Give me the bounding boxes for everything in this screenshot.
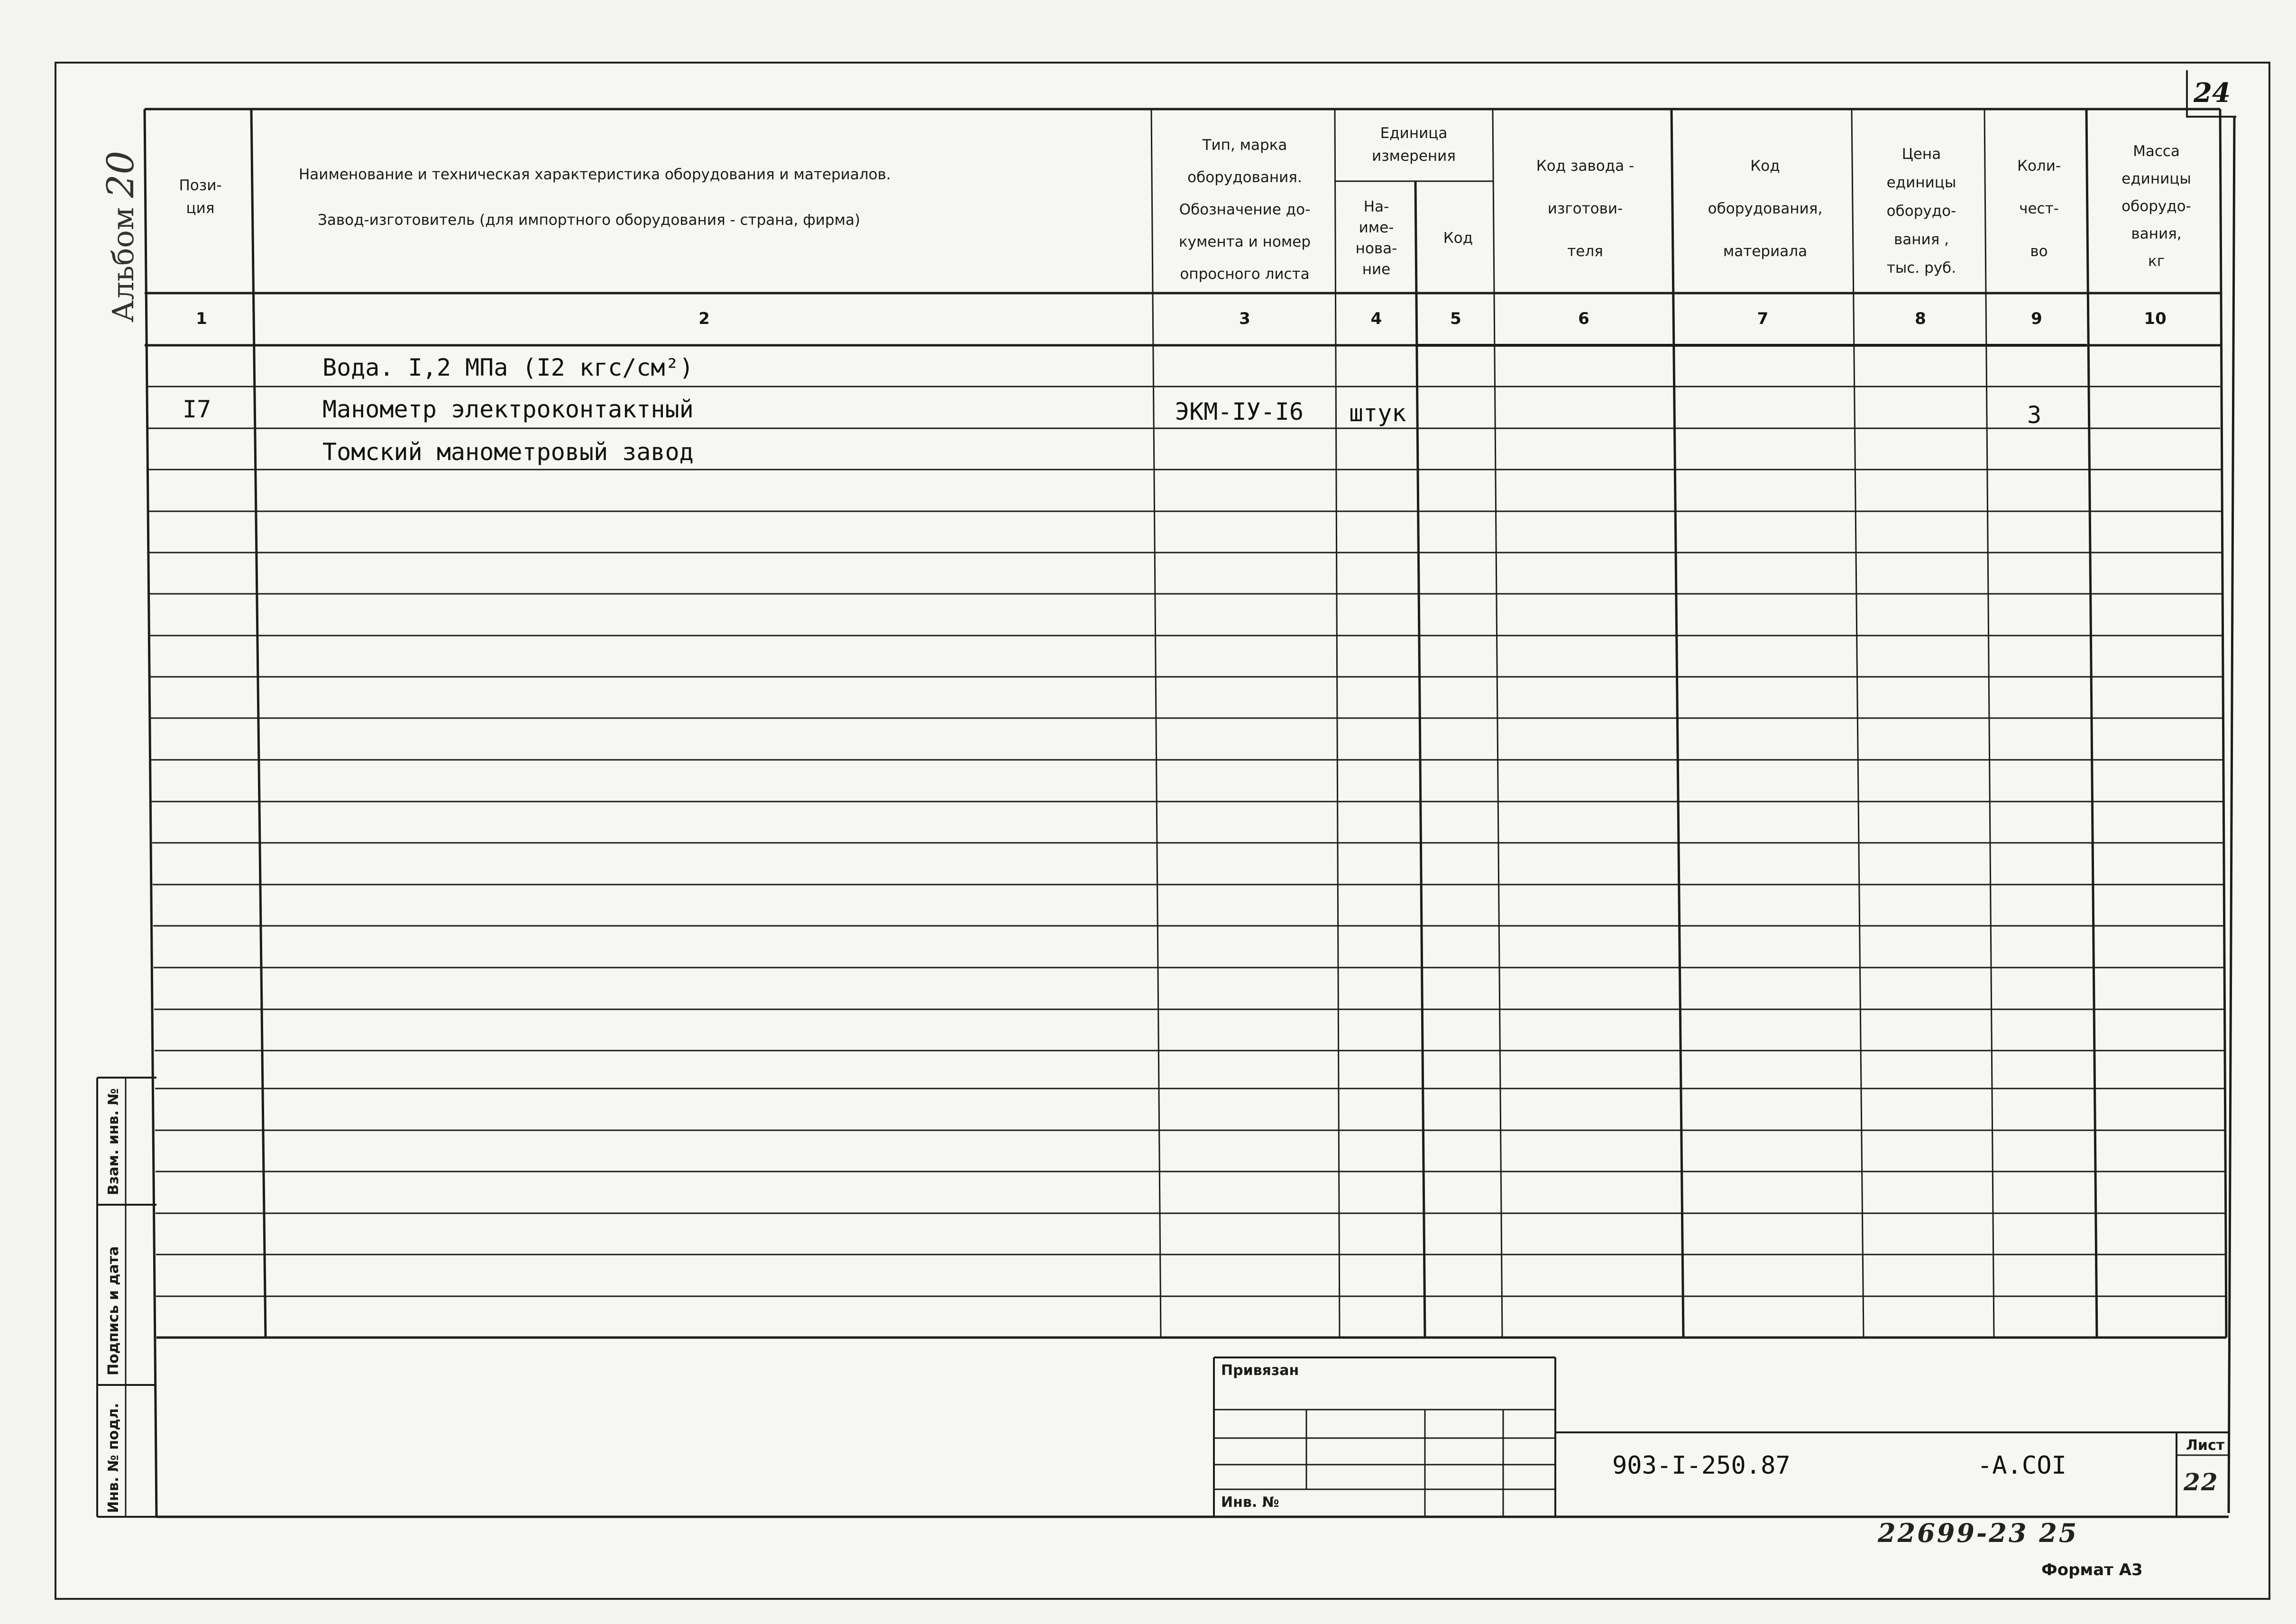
header-mass-line2: единицы [2122,170,2191,187]
header-factory-code [1497,142,1673,275]
row-2-position: I7 [183,396,211,423]
row-2-type: ЭКМ-IУ-I6 [1175,398,1304,425]
side-stamp-replace-inv: Взам. инв. № [105,1088,122,1195]
header-factory-code-line1: Код завода - [1536,157,1635,175]
header-type-line1: Тип, марка [1202,137,1287,154]
row-2-quantity: 3 [2027,401,2042,429]
column-number-10: 10 [2144,309,2167,328]
header-unit-group-line2: измерения [1372,148,1456,165]
header-equipment-code-line1: Код [1750,157,1780,175]
document-code: 903-I-250.87 [1612,1451,1791,1480]
header-unit-code [1420,186,1496,290]
side-stamp-signature-date: Подпись и дата [105,1246,122,1375]
row-2-name: Манометр электроконтактный [322,396,694,423]
header-mass-line3: оборудо- [2122,198,2191,215]
header-name [299,152,1143,229]
header-mass-line5: кг [2148,253,2165,270]
sheet-number: 22 [2184,1468,2219,1496]
header-mass [2091,128,2222,285]
header-unit-name-line4: ние [1362,261,1391,278]
header-quantity [1989,142,2089,275]
document-suffix: -А.COI [1977,1451,2066,1480]
header-price-line1: Цена [1901,146,1941,163]
header-price [1855,133,1988,289]
header-factory-code-line3: теля [1567,243,1603,260]
header-price-line5: тыс. руб. [1886,259,1956,277]
column-number-5: 5 [1450,309,1461,328]
sheet-label: Лист [2186,1437,2225,1454]
header-unit-group-line1: Единица [1380,125,1448,142]
header-type-line5: опросного листа [1180,266,1310,283]
column-number-6: 6 [1578,309,1589,328]
header-type-line2: оборудования. [1187,169,1302,186]
header-quantity-line1: Коли- [2017,157,2061,175]
header-equipment-code [1676,142,1854,275]
row-1-name: Вода. I,2 МПа (I2 кгс/см²) [322,354,694,381]
header-mass-line1: Масса [2133,143,2180,160]
title-block-inv-no: Инв. № [1221,1494,1279,1511]
header-name-line1: Наименование и техническая характеристика оборудования и материалов. [299,166,891,183]
header-position-line2: ция [186,200,215,217]
header-type [1155,129,1335,290]
column-number-1: 1 [196,309,207,328]
header-unit-name-line2: име- [1359,219,1394,236]
header-factory-code-line2: изготови- [1547,200,1623,217]
row-2-unit: штук [1349,399,1406,427]
header-position [152,142,249,251]
header-unit-code-line1: Код [1443,230,1473,247]
album-number: 20 [100,151,142,198]
header-quantity-line2: чест- [2019,200,2059,217]
header-unit-name-line1: На- [1363,198,1389,215]
header-price-line3: оборудо- [1886,203,1956,220]
format-label: Формат А3 [2041,1560,2143,1579]
side-stamp-original-inv: Инв. № подл. [105,1403,122,1513]
column-number-8: 8 [1915,309,1926,328]
header-quantity-line3: во [2030,243,2048,260]
row-3-name: Томский манометровый завод [322,438,694,466]
album-word: Альбом [106,207,140,323]
header-mass-line4: вания, [2131,225,2182,242]
header-position-line1: Пози- [179,177,222,194]
header-type-line3: Обозначение до- [1179,201,1311,218]
bottom-registration-number: 22699-23 25 [1878,1518,2079,1548]
header-unit-group [1335,119,1493,171]
header-equipment-code-line3: материала [1723,243,1808,260]
column-number-9: 9 [2031,309,2042,328]
header-type-line4: кумента и номер [1178,233,1311,250]
header-unit-name-line3: нова- [1355,240,1397,257]
header-equipment-code-line2: оборудования, [1708,200,1823,217]
column-number-7: 7 [1757,309,1769,328]
title-block-privyazan: Привязан [1221,1362,1299,1379]
column-number-4: 4 [1370,309,1382,328]
header-price-line4: вания , [1893,231,1949,248]
column-number-3: 3 [1239,309,1250,328]
header-unit-name [1335,186,1418,290]
header-price-line2: единицы [1886,174,1956,191]
header-name-line2: Завод-изготовитель (для импортного оборудования - страна, фирма) [318,212,861,229]
sheet-corner-number: 24 [2186,70,2236,118]
column-number-2: 2 [698,309,710,328]
